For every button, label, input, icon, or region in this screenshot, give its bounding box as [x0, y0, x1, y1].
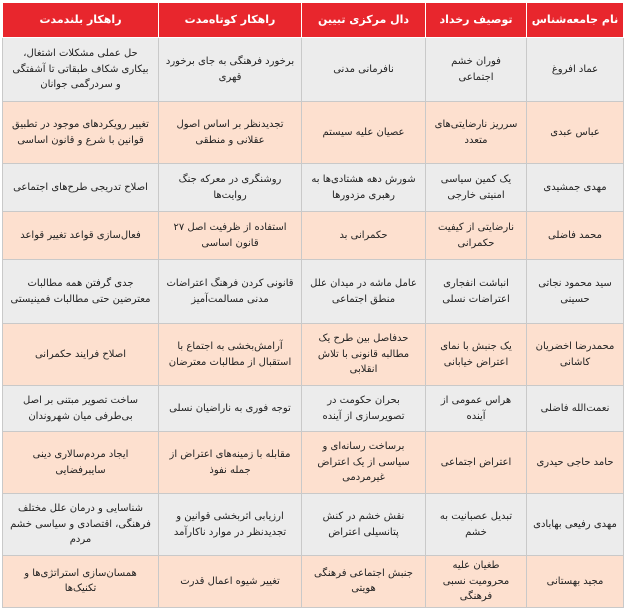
cell-event: نارضایتی از کیفیت حکمرانی [426, 212, 527, 260]
cell-name: عباس عبدی [527, 102, 624, 164]
header-name: نام جامعه‌شناس [527, 3, 624, 38]
cell-name: سید محمود نجاتی حسینی [527, 260, 624, 324]
cell-central: حکمرانی بد [302, 212, 426, 260]
cell-central: نقش خشم در کنش پتانسیلی اعتراض [302, 494, 426, 556]
cell-name: مهدی رفیعی بهابادی [527, 494, 624, 556]
cell-short: توجه فوری به ناراضیان نسلی [159, 386, 302, 432]
cell-long: فعال‌سازی قواعد تغییر قواعد [3, 212, 159, 260]
cell-event: طغیان علیه محرومیت نسبی فرهنگی [426, 556, 527, 608]
table-row [3, 432, 624, 494]
cell-long: شناسایی و درمان علل مختلف فرهنگی، اقتصادی و سیاسی خشم مردم [3, 494, 159, 556]
cell-long: حل عملی مشکلات اشتغال، بیکاری شکاف طبقاتی تا آشفتگی و سردرگمی جوانان [3, 38, 159, 102]
table-row [3, 386, 624, 432]
cell-short: ارزیابی اثربخشی قوانین و تجدیدنظر در موارد ناکارآمد [159, 494, 302, 556]
header-row [3, 3, 624, 38]
cell-long: اصلاح فرایند حکمرانی [3, 324, 159, 386]
header-short: راهکار کوتاه‌مدت [159, 3, 302, 38]
cell-event: اعتراض اجتماعی [426, 432, 527, 494]
cell-short: قانونی کردن فرهنگ اعتراضات مدنی مسالمت‌آمیز [159, 260, 302, 324]
cell-short: برخورد فرهنگی به جای برخورد قهری [159, 38, 302, 102]
cell-event: انباشت انفجاری اعتراضات نسلی [426, 260, 527, 324]
cell-event: یک جنبش با نمای اعتراض خیابانی [426, 324, 527, 386]
cell-name: مهدی جمشیدی [527, 164, 624, 212]
table-row [3, 324, 624, 386]
cell-name: محمدرضا اخضریان کاشانی [527, 324, 624, 386]
table-row [3, 260, 624, 324]
cell-central: عامل ماشه در میدان علل منطق اجتماعی [302, 260, 426, 324]
cell-short: تجدیدنظر بر اساس اصول عقلانی و منطقی [159, 102, 302, 164]
header-long: راهکار بلندمدت [3, 3, 159, 38]
cell-long: تغییر رویکردهای موجود در تطبیق قوانین با شرع و قانون اساسی [3, 102, 159, 164]
cell-long: ساخت تصویر مبتنی بر اصل بی‌طرفی میان شهروندان [3, 386, 159, 432]
table-row [3, 102, 624, 164]
header-event: توصیف رخداد [426, 3, 527, 38]
cell-short: استفاده از ظرفیت اصل ۲۷ قانون اساسی [159, 212, 302, 260]
cell-short: آرامش‌بخشی به اجتماع با استقبال از مطالبات معترضان [159, 324, 302, 386]
cell-event: سرریز نارضایتی‌های متعدد [426, 102, 527, 164]
table-body [3, 38, 624, 608]
cell-long: جدی گرفتن همه مطالبات معترضین حتی مطالبات فمینیستی [3, 260, 159, 324]
cell-central: عصیان علیه سیستم [302, 102, 426, 164]
cell-event: یک کمین سیاسی امنیتی خارجی [426, 164, 527, 212]
cell-long: اصلاح تدریجی طرح‌های اجتماعی [3, 164, 159, 212]
cell-central: نافرمانی مدنی [302, 38, 426, 102]
table-row [3, 556, 624, 608]
cell-short: تغییر شیوه اعمال قدرت [159, 556, 302, 608]
cell-name: نعمت‌الله فاضلی [527, 386, 624, 432]
cell-short: روشنگری در معرکه جنگ روایت‌ها [159, 164, 302, 212]
cell-name: محمد فاضلی [527, 212, 624, 260]
cell-event: هراس عمومی از آینده [426, 386, 527, 432]
table-row [3, 38, 624, 102]
table-row [3, 212, 624, 260]
cell-event: تبدیل عصبانیت به خشم [426, 494, 527, 556]
cell-short: مقابله با زمینه‌های اعتراض از جمله نفوذ [159, 432, 302, 494]
cell-central: بحران حکومت در تصویرسازی از آینده [302, 386, 426, 432]
cell-name: حامد حاجی حیدری [527, 432, 624, 494]
cell-central: برساخت رسانه‌ای و سیاسی از یک اعتراض غیرمردمی [302, 432, 426, 494]
header-central: دال مرکزی تبیین [302, 3, 426, 38]
comparison-table [2, 2, 624, 608]
cell-name: عماد افروغ [527, 38, 624, 102]
table-row [3, 494, 624, 556]
cell-event: فوران خشم اجتماعی [426, 38, 527, 102]
cell-central: شورش دهه هشتادی‌ها به رهبری مزدورها [302, 164, 426, 212]
cell-central: حدفاصل بین طرح یک مطالبه قانونی با تلاش انقلابی [302, 324, 426, 386]
cell-long: همسان‌سازی استراتژی‌ها و تکنیک‌ها [3, 556, 159, 608]
table-row [3, 164, 624, 212]
cell-name: مجید بهستانی [527, 556, 624, 608]
cell-long: ایجاد مردم‌سالاری دینی سایبرفضایی [3, 432, 159, 494]
cell-central: جنبش اجتماعی فرهنگی هویتی [302, 556, 426, 608]
